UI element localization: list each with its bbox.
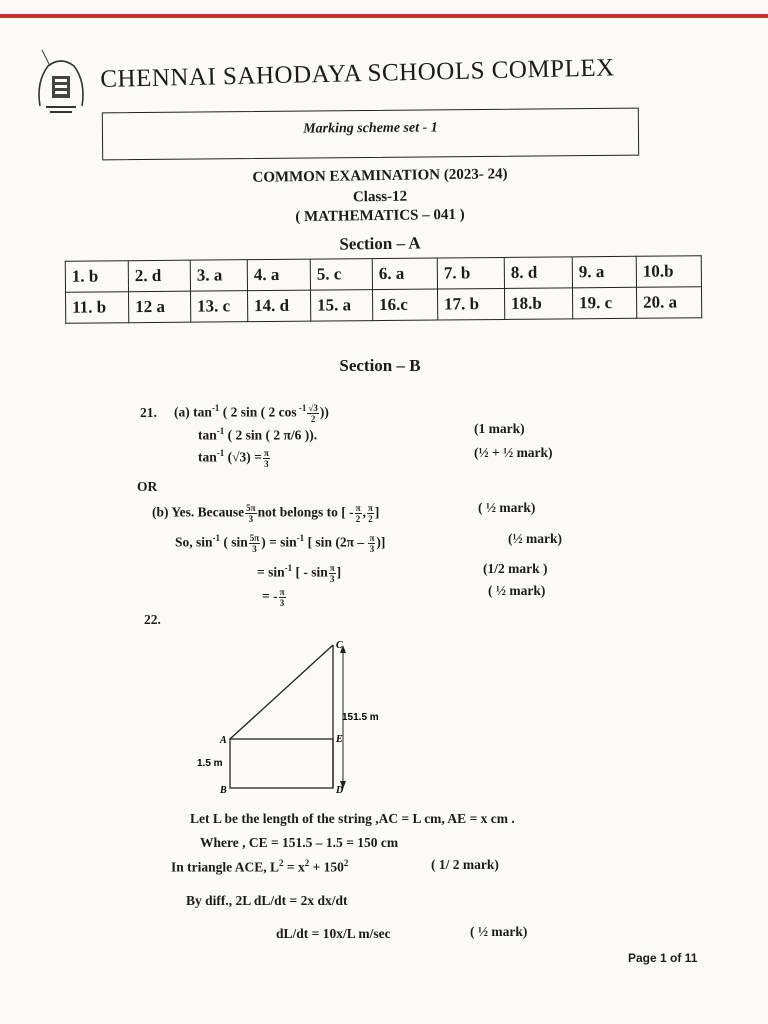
q21-part-a-line2: $\tan^{-1}$ ( 2 sin ( 2 π/6 )). (198, 426, 318, 443)
q22-line-5: dL/dt = 10x/L m/sec (276, 926, 391, 941)
answer-cell: 18.b (504, 288, 572, 320)
section-a-answer-table (65, 255, 703, 324)
q21-part-b-line2: So, $\sin^{-1}$ ( sin $\frac{5\pi}{3}$ ) = $\sin^{-1}$ [ sin (2π – $\frac{\pi}{3}$ )] (175, 533, 386, 554)
q22-line3-mid: = x (283, 859, 305, 875)
q21-mark-2: (½ + ½ mark) (474, 445, 553, 460)
question-number: 21. (140, 405, 157, 420)
answer-cell: 8. d (504, 257, 572, 289)
q21-part-a-line3: $\tan^{-1} (√3)$ = $\frac{\pi}{3}$ (198, 448, 269, 469)
q22-line-1: Let L be the length of the string ,AC = L cm, AE = x cm . (190, 811, 515, 826)
q21-part-b-line1: (b) Yes. Because $\frac{5\pi}{3}$ not belongs to [ - $\frac{\pi}{2}$ , $\frac{\pi}{2}$ ] (152, 503, 380, 524)
q21-b-line1: (b) Yes. Because (152, 504, 245, 520)
table-row (66, 287, 702, 324)
answer-cell: 12 a (129, 291, 191, 323)
top-border (0, 14, 768, 18)
exam-title: COMMON EXAMINATION (2023- 24) (252, 166, 508, 186)
q21-b-mark-2: (½ mark) (508, 531, 562, 546)
label-e: E (336, 734, 343, 745)
q21-a-line3-mid: (√3) = (224, 449, 262, 465)
q22-line-3: In triangle ACE, $L^2 = x^2 + 150^2$ (171, 858, 349, 875)
q21-b-mark-1: ( ½ mark) (478, 500, 536, 515)
q21-part-b-line3: = $\sin^{-1}$ [ - sin $\frac{\pi}{3}$ ] (257, 563, 342, 584)
q21-mark-1: (1 mark) (474, 421, 525, 436)
answer-cell: 15. a (311, 290, 373, 322)
q22-line3-post: + 150 (309, 859, 344, 875)
answer-cell: 5. c (310, 259, 372, 291)
q21-a-line3-pre: tan (198, 449, 217, 465)
answer-cell: 10.b (636, 256, 701, 288)
answer-cell: 6. a (372, 258, 437, 290)
school-logo-icon (34, 48, 88, 120)
height-ab-label: 1.5 m (197, 758, 223, 769)
label-b: B (220, 785, 227, 796)
answer-cell: 1. b (65, 261, 128, 293)
q21-a-label: (a) tan (174, 404, 212, 420)
answer-cell: 9. a (572, 256, 636, 288)
q21-b-mark-3: (1/2 mark ) (483, 561, 548, 576)
question-number: 22. (144, 612, 161, 627)
q21-b-line1-post: not belongs to [ - (257, 504, 354, 520)
label-a: A (220, 735, 227, 746)
answer-cell: 11. b (66, 292, 129, 324)
answer-cell: 13. c (191, 291, 248, 322)
q21-a-mid: ( 2 sin ( 2 cos (219, 404, 297, 420)
q22-line3-pre: In triangle ACE, L (171, 859, 280, 875)
answer-cell: 4. a (247, 259, 310, 291)
class-label: Class-12 (352, 188, 408, 206)
answer-cell: 14. d (248, 290, 311, 322)
q22-mark-1: ( 1/ 2 mark) (431, 857, 499, 872)
marking-scheme-label: Marking scheme set - 1 (303, 120, 438, 137)
answer-cell: 3. a (190, 260, 247, 291)
q22-line-2: Where , CE = 151.5 – 1.5 = 150 cm (200, 835, 399, 850)
answer-cell: 7. b (437, 257, 504, 289)
q21-part-b-line4: = - $\frac{\pi}{3}$ (262, 587, 285, 608)
string-line-ac (230, 645, 333, 739)
or-label: OR (137, 479, 158, 494)
rectangle-abde (230, 739, 333, 788)
answer-cell: 17. b (437, 288, 504, 320)
height-cd-label: 151.5 m (342, 712, 379, 723)
q21-b-line4: = - (262, 588, 278, 604)
answer-cell: 20. a (636, 287, 701, 319)
q21-b-mark-4: ( ½ mark) (488, 583, 546, 598)
q21-b-line2: So, sin (175, 534, 213, 550)
section-b-heading: Section – B (339, 356, 421, 375)
page-number: Page 1 of 11 (628, 951, 698, 965)
q21-part-a-line1: (a) $\tan^{-1}$ ( 2 sin ( 2 cos $^{-1}$ $\frac{√3}{2}$ )) (174, 403, 329, 424)
school-title: CHENNAI SAHODAYA SCHOOLS COMPLEX (100, 54, 615, 93)
marking-scheme-box (102, 108, 639, 161)
answer-cell: 16.c (373, 289, 438, 321)
kite-string-diagram (190, 635, 420, 800)
section-a-heading: Section – A (339, 233, 421, 254)
label-c: C (336, 640, 343, 651)
q21-b-line3: = sin (257, 564, 285, 580)
q21-a-line2: ( 2 sin ( 2 π/6 )). (224, 427, 318, 443)
answer-cell: 2. d (128, 260, 190, 292)
q22-mark-2: ( ½ mark) (470, 924, 528, 939)
subject-label: ( MATHEMATICS – 041 ) (295, 206, 465, 226)
label-d: D (336, 785, 344, 796)
q22-line-4: By diff., 2L dL/dt = 2x dx/dt (186, 893, 348, 908)
answer-cell: 19. c (572, 287, 636, 319)
